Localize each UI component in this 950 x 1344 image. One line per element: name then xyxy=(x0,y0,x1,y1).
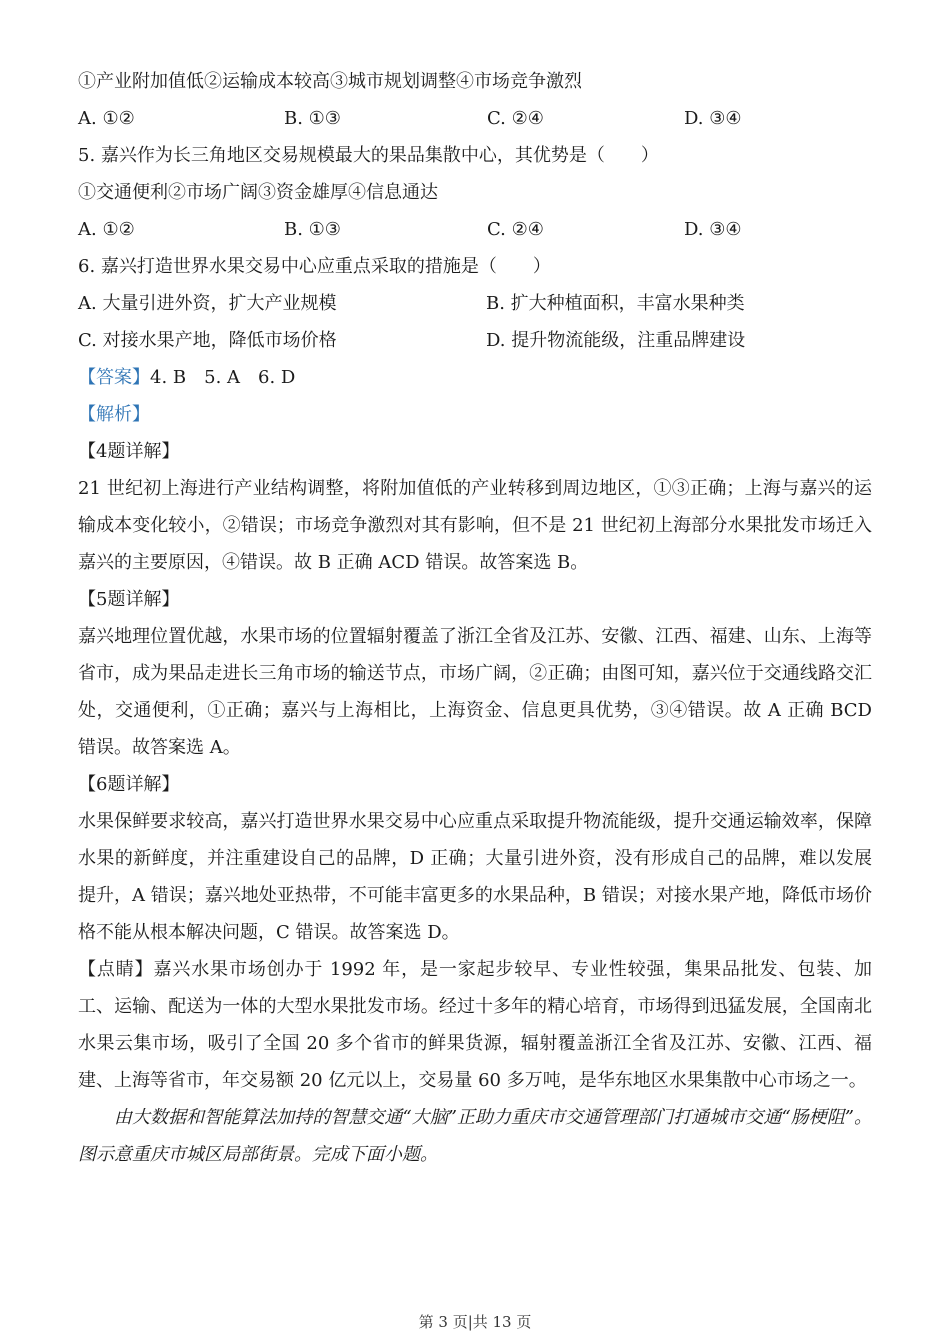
detail4-body: 21 世纪初上海进行产业结构调整，将附加值低的产业转移到周边地区，①③正确；上海与嘉兴的运输成本变化较小，②错误；市场竞争激烈对其有影响，但不是 21 世纪初上海部分水果批发市场迁入嘉兴的主要原因，④错误。故 B 正确 ACD 错误。故答案选 B。 xyxy=(78,478,872,573)
detail5-heading: 【5题详解】 xyxy=(78,589,180,610)
q6-choice-b: B. 扩大种植面积，丰富水果种类 xyxy=(486,293,745,314)
q6-choice-a: A. 大量引进外资，扩大产业规模 xyxy=(78,293,337,314)
answer-tag: 【答案】 xyxy=(78,367,150,388)
q5-choices xyxy=(78,211,872,248)
tip-paragraph xyxy=(78,951,872,1099)
q5-choice-d: D. ③④ xyxy=(684,219,742,240)
q6-choice-d: D. 提升物流能级，注重品牌建设 xyxy=(486,330,746,351)
detail5-body: 嘉兴地理位置优越，水果市场的位置辐射覆盖了浙江全省及江苏、安徽、江西、福建、山东、上海等省市，成为果品走进长三角市场的输送节点，市场广阔，②正确；由图可知，嘉兴位于交通线路交汇处，交通便利，①正确；嘉兴与上海相比，上海资金、信息更具优势，③④错误。故 A 正确 BCD 错误。故答案选 A。 xyxy=(78,626,872,758)
q4-choice-a: A. ①② xyxy=(78,108,135,129)
answer-line xyxy=(78,359,872,396)
q5-choice-b: B. ①③ xyxy=(284,219,341,240)
tip-body: 嘉兴水果市场创办于 1992 年，是一家起步较早、专业性较强，集果品批发、包装、加工、运输、配送为一体的大型水果批发市场。经过十多年的精心培育，市场得到迅猛发展，全国南北水果云集市场，吸引了全国 20 多个省市的鲜果货源，辐射覆盖浙江全省及江苏、安徽、江西、福建、上海等省市，年交易额 20 亿元以上，交易量 60 多万吨，是华东地区水果集散中心市场之一。 xyxy=(78,959,873,1091)
tip-tag: 【点睛】 xyxy=(78,959,154,980)
q4-choices xyxy=(78,100,872,137)
next-section-intro: 由大数据和智能算法加持的智慧交通“大脑”正助力重庆市交通管理部门打通城市交通“肠梗阻”。图示意重庆市城区局部街景。完成下面小题。 xyxy=(78,1107,872,1165)
analysis-tag: 【解析】 xyxy=(78,404,150,425)
q4-choice-b: B. ①③ xyxy=(284,108,341,129)
q4-option-list: ①产业附加值低②运输成本较高③城市规划调整④市场竞争激烈 xyxy=(78,71,582,92)
detail4-heading: 【4题详解】 xyxy=(78,441,180,462)
q5-choice-a: A. ①② xyxy=(78,219,135,240)
q6-choice-c: C. 对接水果产地，降低市场价格 xyxy=(78,330,337,351)
detail6-heading: 【6题详解】 xyxy=(78,774,180,795)
q5-stem: 5. 嘉兴作为长三角地区交易规模最大的果品集散中心，其优势是（ ） xyxy=(78,145,659,166)
q4-choice-c: C. ②④ xyxy=(487,108,544,129)
answer-text: 4. B 5. A 6. D xyxy=(150,367,296,388)
q5-option-list: ①交通便利②市场广阔③资金雄厚④信息通达 xyxy=(78,182,438,203)
detail6-body: 水果保鲜要求较高，嘉兴打造世界水果交易中心应重点采取提升物流能级，提升交通运输效率，保障水果的新鲜度，并注重建设自己的品牌，D 正确；大量引进外资，没有形成自己的品牌，难以发展提升，A 错误；嘉兴地处亚热带，不可能丰富更多的水果品种，B 错误；对接水果产地，降低市场价格不能从根本解决问题，C 错误。故答案选 D。 xyxy=(78,811,872,943)
page-footer: 第 3 页|共 13 页 xyxy=(418,1313,532,1331)
q6-choices-row2 xyxy=(78,322,872,359)
q6-choices-row1 xyxy=(78,285,872,322)
q4-choice-d: D. ③④ xyxy=(684,108,742,129)
q5-choice-c: C. ②④ xyxy=(487,219,544,240)
analysis-line xyxy=(78,396,872,433)
q6-stem: 6. 嘉兴打造世界水果交易中心应重点采取的措施是（ ） xyxy=(78,256,551,277)
